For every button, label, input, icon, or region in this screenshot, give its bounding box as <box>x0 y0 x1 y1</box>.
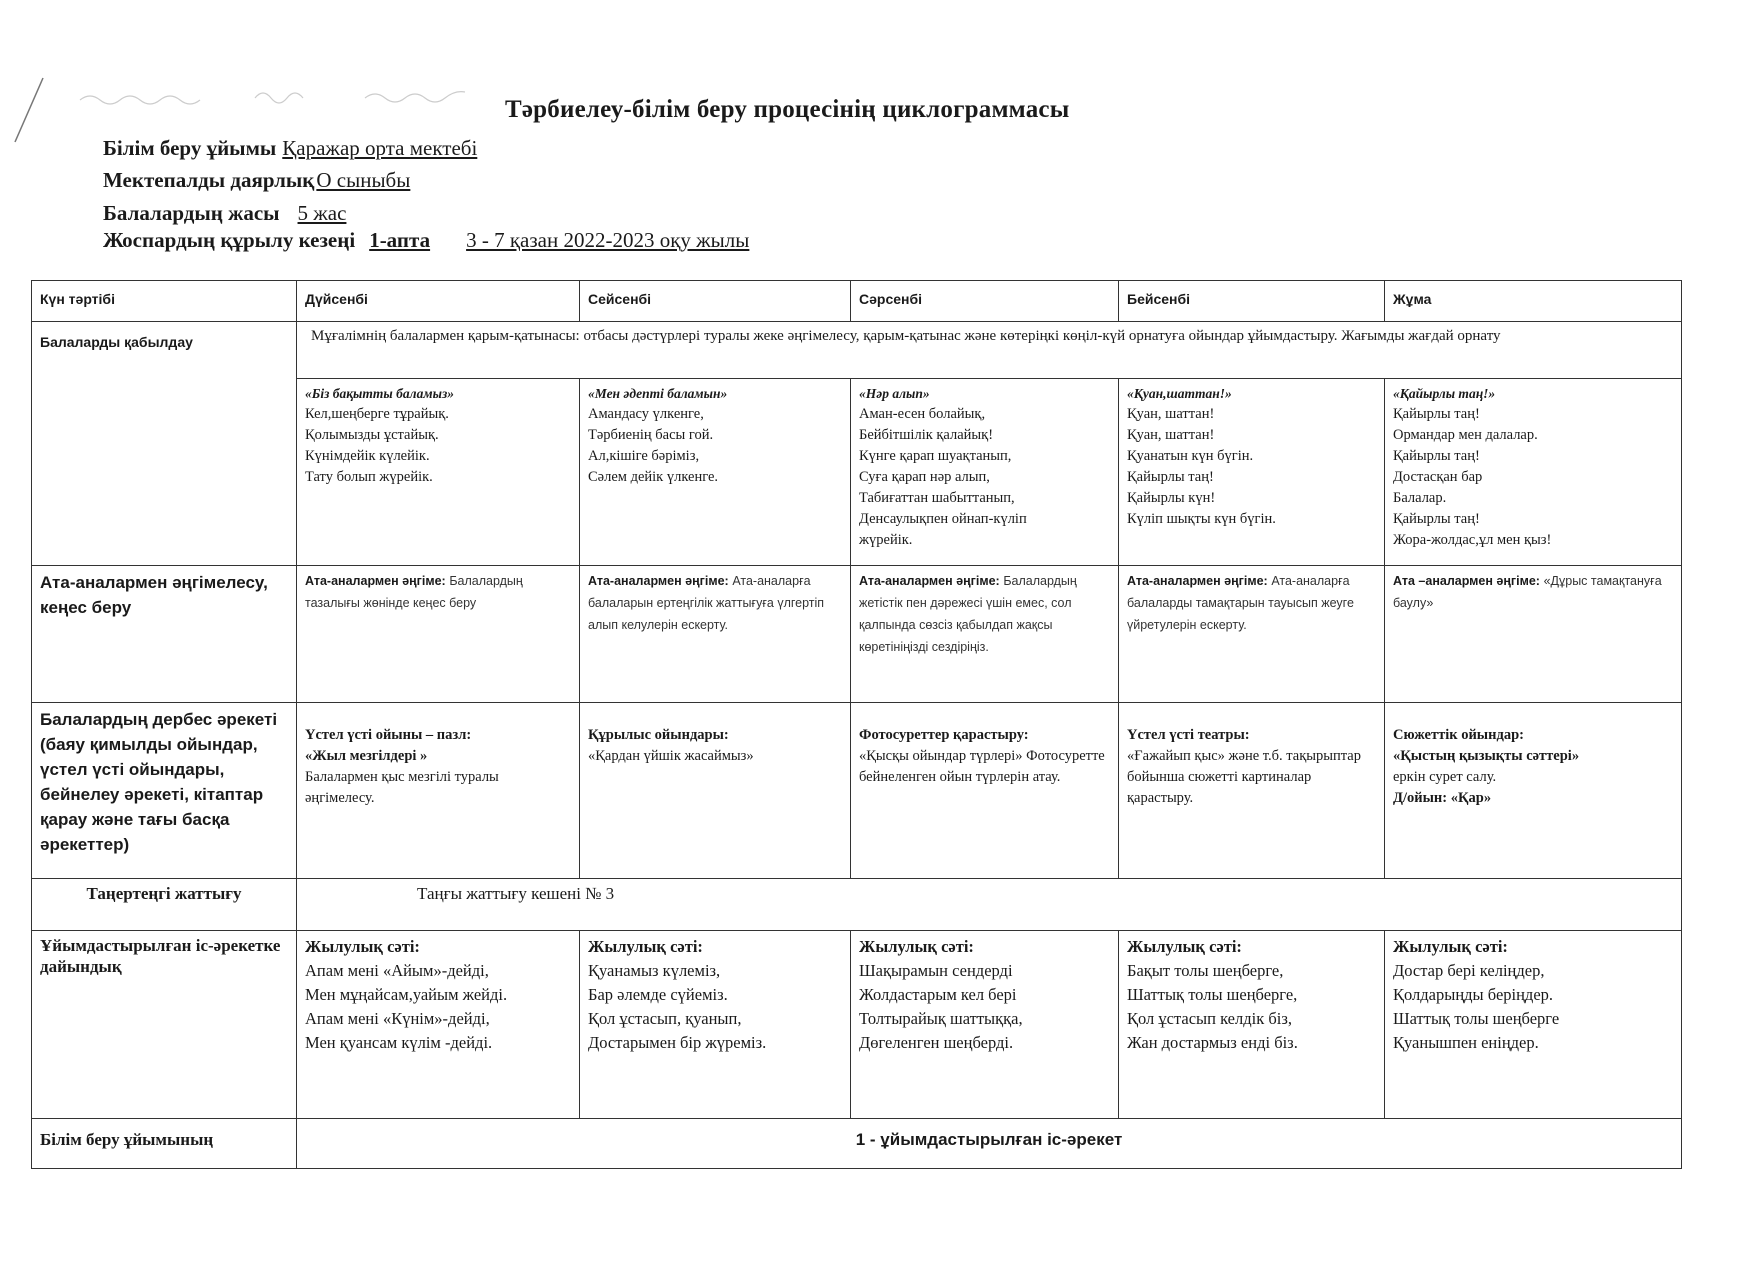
parents-cell <box>851 566 1119 703</box>
prep-label: Ұйымдастырылған іс-әрекетке дайындық <box>32 931 297 1119</box>
poem-line: Қайырлы таң! <box>1127 469 1214 485</box>
poem-line: Күнге қарап шуақтанып, <box>859 448 1012 464</box>
period-dates: 3 - 7 қазан 2022-2023 оқу жылы <box>466 228 750 252</box>
poem-line: Жора-жолдас,ұл мен қыз! <box>1393 532 1552 548</box>
group-line <box>103 168 410 193</box>
prep-cell-head: Жылулық сәті: <box>588 937 703 956</box>
parents-cell-text: Балалардың тазалығы жөнінде кеңес беру <box>305 574 523 610</box>
prep-cell-line: Бар әлемде сүйеміз. <box>588 985 728 1004</box>
age-line <box>103 201 346 226</box>
parents-cell-text: Ата-аналарға балаларын ертеңгілік жаттығуға үлгертіп алып келулерін ескерту. <box>588 574 825 632</box>
document-title: Тәрбиелеу-білім беру процесінің циклограммасы <box>505 96 1070 123</box>
poem-title: «Мен әдепті баламын» <box>588 386 728 401</box>
poem-cell <box>1119 379 1385 566</box>
prep-cell-head: Жылулық сәті: <box>1127 937 1242 956</box>
poem-line: Бейбітшілік қалайық! <box>859 427 994 443</box>
poem-line: Ормандар мен далалар. <box>1393 427 1538 443</box>
reception-intro-row <box>32 322 1682 379</box>
prep-cell-line: Жан достармыз енді біз. <box>1127 1033 1298 1052</box>
age-value: 5 жас <box>297 201 347 225</box>
col-header-day: Сейсенбі <box>580 281 851 322</box>
independent-cell-head: Үстел үсті театры: <box>1127 727 1250 743</box>
parents-label: Ата-аналармен әңгімелесу, кеңес беру <box>32 566 297 703</box>
prep-cell-line: Қуанышпен еніңдер. <box>1393 1033 1539 1052</box>
org-value: Қаражар орта мектебі <box>282 136 478 160</box>
independent-cell-extra: Д/ойын: «Қар» <box>1393 790 1492 806</box>
independent-cell <box>297 703 580 879</box>
poem-line: Күліп шықты күн бүгін. <box>1127 511 1276 527</box>
poem-line: Амандасу үлкенге, <box>588 406 704 422</box>
col-header-day: Бейсенбі <box>1119 281 1385 322</box>
poem-line: жүрейік. <box>859 532 913 548</box>
independent-label: Балалардың дербес әрекеті (баяу қимылды ойындар, үстел үсті ойындары, бейнелеу әрекеті, кітаптар қарау және тағы басқа әрекеттер) <box>32 703 297 879</box>
poem-line: Тату болып жүрейік. <box>305 469 433 485</box>
independent-cell-sub: «Қыстың қызықты сәттері» <box>1393 748 1580 764</box>
poem-cell <box>1385 379 1682 566</box>
exercise-row <box>32 879 1682 931</box>
parents-cell-head: Ата-аналармен әңгіме: <box>859 574 1000 588</box>
independent-row <box>32 703 1682 879</box>
independent-cell-sub: «Жыл мезгілдері » <box>305 748 428 764</box>
parents-cell <box>580 566 851 703</box>
independent-cell-text: еркін сурет салу. <box>1393 769 1497 785</box>
parents-cell-text: «Дұрыс тамақтануға баулу» <box>1393 574 1662 610</box>
prep-cell-line: Мен қуансам күлім -дейді. <box>305 1033 493 1052</box>
poem-line: Қайырлы таң! <box>1393 511 1480 527</box>
prep-cell-line: Бақыт толы шеңберге, <box>1127 961 1284 980</box>
poem-line: Қайырлы күн! <box>1127 490 1216 506</box>
poem-line: Ал,кішіге бәріміз, <box>588 448 700 464</box>
prep-cell-line: Қол ұстасып, қуанып, <box>588 1009 742 1028</box>
organized-text: 1 - ұйымдастырылған іс-әрекет <box>297 1119 1682 1169</box>
prep-cell-line: Шақырамын сендерді <box>859 961 1013 980</box>
parents-cell <box>1385 566 1682 703</box>
prep-row <box>32 931 1682 1119</box>
prep-cell-line: Дөгеленген шеңберді. <box>859 1033 1014 1052</box>
poem-title: «Қайырлы таң!» <box>1393 386 1496 401</box>
poem-line: Қуанатын күн бүгін. <box>1127 448 1254 464</box>
parents-cell-head: Ата –аналармен әңгіме: <box>1393 574 1540 588</box>
header-row <box>32 281 1682 322</box>
organized-row <box>32 1119 1682 1169</box>
poem-title: «Біз бақытты баламыз» <box>305 386 454 401</box>
reception-label: Балаларды қабылдау <box>32 322 297 566</box>
prep-cell-line: Мен мұңайсам,уайым жейді. <box>305 985 508 1004</box>
independent-cell-text: «Қардан үйшік жасаймыз» <box>588 748 754 764</box>
org-line <box>103 136 477 161</box>
prep-cell <box>851 931 1119 1119</box>
exercise-label: Таңертеңгі жаттығу <box>32 879 297 931</box>
poem-line: Сәлем дейік үлкенге. <box>588 469 719 485</box>
prep-cell <box>297 931 580 1119</box>
poem-title: «Нәр алып» <box>859 386 930 401</box>
prep-cell-head: Жылулық сәті: <box>1393 937 1508 956</box>
poem-line: Күнімдейік күлейік. <box>305 448 430 464</box>
independent-cell-text: «Қысқы ойындар түрлері» Фотосуретте бейнеленген ойын түрлерін атау. <box>859 748 1105 785</box>
poem-cell <box>851 379 1119 566</box>
col-header-day: Жұма <box>1385 281 1682 322</box>
org-label: Білім беру ұйымы <box>103 136 277 160</box>
parents-cell-head: Ата-аналармен әңгіме: <box>305 574 446 588</box>
poem-line: Аман-есен болайық, <box>859 406 986 422</box>
prep-cell-line: Қуанамыз күлеміз, <box>588 961 721 980</box>
prep-cell-line: Қол ұстасып келдік біз, <box>1127 1009 1292 1028</box>
period-line <box>103 228 749 253</box>
prep-cell-line: Достар бері келіңдер, <box>1393 961 1545 980</box>
prep-cell-line: Жолдастарым кел бері <box>859 985 1017 1004</box>
parents-row <box>32 566 1682 703</box>
independent-cell-head: Сюжеттік ойындар: <box>1393 727 1524 743</box>
independent-cell <box>1119 703 1385 879</box>
poem-line: Қолымызды ұстайық. <box>305 427 439 443</box>
poem-line: Қайырлы таң! <box>1393 448 1480 464</box>
prep-cell <box>1119 931 1385 1119</box>
parents-cell-head: Ата-аналармен әңгіме: <box>588 574 729 588</box>
independent-cell-text: Балалармен қыс мезгілі туралы әңгімелесу. <box>305 769 499 806</box>
independent-cell-head: Үстел үсті ойыны – пазл: <box>305 727 472 743</box>
poem-line: Тәрбиенің басы гой. <box>588 427 714 443</box>
prep-cell-line: Қолдарыңды беріңдер. <box>1393 985 1554 1004</box>
col-header-schedule: Күн тәртібі <box>32 281 297 322</box>
poem-cell <box>297 379 580 566</box>
independent-cell <box>580 703 851 879</box>
independent-cell <box>851 703 1119 879</box>
prep-cell-line: Шаттық толы шеңберге <box>1393 1009 1560 1028</box>
prep-cell-line: Толтырайық шаттыққа, <box>859 1009 1023 1028</box>
poem-line: Табиғаттан шабыттанып, <box>859 490 1015 506</box>
poem-line: Қуан, шаттан! <box>1127 427 1215 443</box>
prep-cell <box>580 931 851 1119</box>
independent-cell-head: Құрылыс ойындары: <box>588 727 729 743</box>
age-label: Балалардың жасы <box>103 201 280 225</box>
organized-label: Білім беру ұйымының <box>32 1119 297 1169</box>
prep-cell-line: Достарымен бір жүреміз. <box>588 1033 767 1052</box>
period-label: Жоспардың құрылу кезеңі <box>103 228 356 252</box>
poem-line: Достасқан бар <box>1393 469 1483 485</box>
prep-cell-head: Жылулық сәті: <box>305 937 420 956</box>
prep-cell-head: Жылулық сәті: <box>859 937 974 956</box>
group-value: О сыныбы <box>316 168 411 192</box>
poem-line: Денсаулықпен ойнап-күліп <box>859 511 1027 527</box>
exercise-text: Таңғы жаттығу кешені № 3 <box>297 879 1682 931</box>
parents-cell <box>1119 566 1385 703</box>
poem-line: Қуан, шаттан! <box>1127 406 1215 422</box>
reception-intro: Мұғалімнің балалармен қарым-қатынасы: отбасы дәстүрлері туралы жеке әңгімелесу, қарым-қатынас және көтеріңкі көңіл-күй орнатуға ойындар ұйымдастыру. Жағымды жағдай орнату <box>297 322 1682 379</box>
parents-cell <box>297 566 580 703</box>
parents-cell-head: Ата-аналармен әңгіме: <box>1127 574 1268 588</box>
col-header-day: Сәрсенбі <box>851 281 1119 322</box>
poem-line: Балалар. <box>1393 490 1447 506</box>
parents-cell-text: Балалардың жетістік пен дәрежесі үшін емес, сол қалпында сөзсіз қабылдап жақсы көретініңізді сездіріңіз. <box>859 574 1077 654</box>
prep-cell-line: Шаттық толы шеңберге, <box>1127 985 1298 1004</box>
prep-cell-line: Апам мені «Айым»-дейді, <box>305 961 489 980</box>
poem-line: Суға қарап нәр алып, <box>859 469 990 485</box>
poem-line: Қайырлы таң! <box>1393 406 1480 422</box>
prep-cell-line: Апам мені «Күнім»-дейді, <box>305 1009 490 1028</box>
group-label: Мектепалды даярлық <box>103 168 315 192</box>
independent-cell-head: Фотосуреттер қарастыру: <box>859 727 1029 743</box>
poem-title: «Қуан,шаттан!» <box>1127 386 1232 401</box>
poem-line: Кел,шеңберге тұрайық. <box>305 406 449 422</box>
poem-cell <box>580 379 851 566</box>
parents-cell-text: Ата-аналарға балаларды тамақтарын тауысып жеуге үйретулерін ескерту. <box>1127 574 1354 632</box>
independent-cell-text: «Ғажайып қыс» және т.б. тақырыптар бойынша сюжетті картиналар қарастыру. <box>1127 748 1361 806</box>
col-header-day: Дүйсенбі <box>297 281 580 322</box>
period-week: 1-апта <box>369 228 431 252</box>
cyclogram-table <box>31 280 1682 1169</box>
independent-cell <box>1385 703 1682 879</box>
prep-cell <box>1385 931 1682 1119</box>
